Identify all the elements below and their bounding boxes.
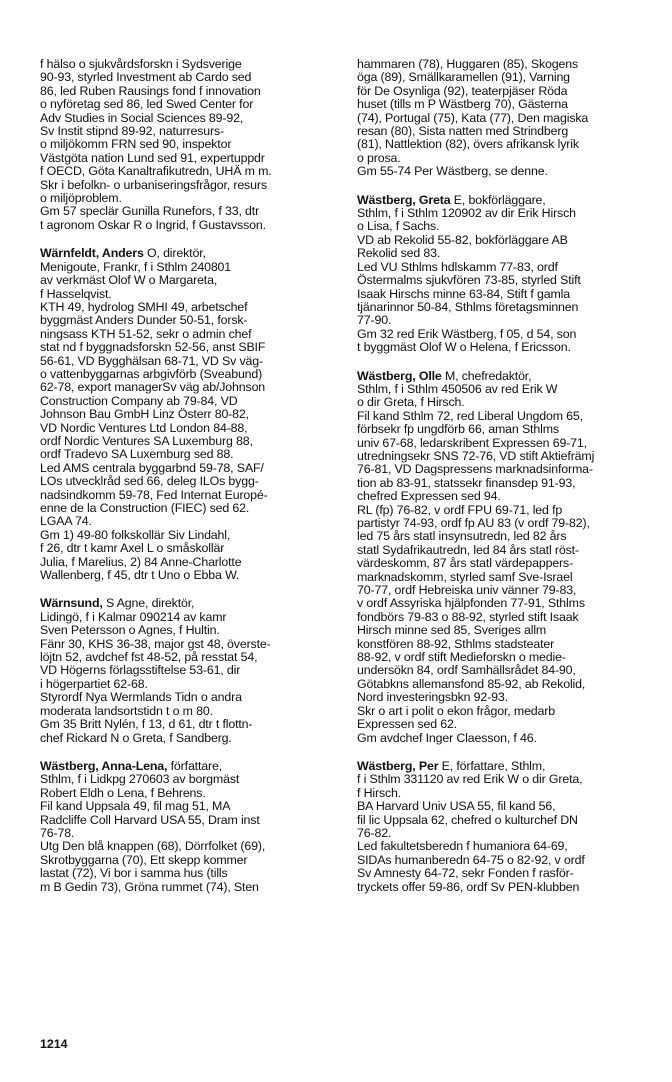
entry-line <box>357 651 647 664</box>
entry-line <box>40 597 330 610</box>
entry-text: Julia, f Marelius, 2) 84 Anne-Charlotte <box>40 554 242 569</box>
entry-line <box>357 800 647 813</box>
entry-line <box>357 611 647 624</box>
entry-line <box>40 355 330 368</box>
entry-line <box>357 125 647 138</box>
entry-text: 70-77, ordf Hebreiska univ vänner 79-83, <box>357 583 577 598</box>
entry-name: Wärnsund, <box>40 596 103 611</box>
left-column <box>40 58 330 909</box>
entry-text: RL (fp) 76-82, v ordf FPU 69-71, led fp <box>357 502 563 517</box>
entry-text: E, bokförläggare, <box>450 192 546 207</box>
entry-line <box>40 125 330 138</box>
entry-text: 90-93, styrled Investment ab Cardo sed <box>40 70 252 85</box>
entry-text: f 26, dtr t kamr Axel L o småskollär <box>40 541 225 556</box>
entry-text: Hirsch minne sed 85, Sveriges allm <box>357 623 547 638</box>
entry-line <box>357 867 647 880</box>
entry-text: Sthlm, f i Sthlm 450506 av red Erik W <box>357 381 558 396</box>
entry-line <box>357 71 647 84</box>
entry-text: fondbörs 79-83 o 88-92, styrled stift Isaak <box>357 609 579 624</box>
entry-line <box>357 678 647 691</box>
entry-line <box>357 840 647 853</box>
entry-text: ordf Tradevo SA Luxemburg sed 88. <box>40 447 234 462</box>
entry-line <box>357 314 647 327</box>
entry-line <box>40 448 330 461</box>
entry-text: Sven Petersson o Agnes, f Hultin. <box>40 623 220 638</box>
entry-text: resan (80), Sista natten med Strindberg <box>357 124 569 139</box>
entry-text: Skrotbyggarna (70), Ett skepp kommer <box>40 852 248 867</box>
entry-line <box>40 274 330 287</box>
entry-line <box>357 261 647 274</box>
entry-line <box>40 638 330 651</box>
entry-line <box>357 152 647 165</box>
entry-line <box>40 152 330 165</box>
entry-line <box>357 220 647 233</box>
entry-text: Menigoute, Frankr, f i Sthlm 240801 <box>40 259 232 274</box>
entry-text: t byggmäst Olof W o Helena, f Ericsson. <box>357 340 571 355</box>
entry-text: 88-92, v ordf stift Medieforskn o medie- <box>357 650 566 665</box>
entry-text: Adv Studies in Social Sciences 89-92, <box>40 110 244 125</box>
entry-text: Gm 55-74 Per Wästberg, se denne. <box>357 164 548 179</box>
biography-entry <box>357 370 647 745</box>
entry-text: utredningsekr SNS 72-76, VD stift Aktiefrämj <box>357 448 595 463</box>
biography-entry <box>40 58 330 232</box>
entry-line <box>40 705 330 718</box>
entry-line <box>40 800 330 813</box>
entry-line <box>40 760 330 773</box>
entry-line <box>40 691 330 704</box>
entry-line <box>357 207 647 220</box>
entry-line <box>40 192 330 205</box>
entry-text: författare, <box>167 758 223 773</box>
entry-text: Sthlm, f i Lidkpg 270603 av borgmäst <box>40 772 240 787</box>
entry-text: Rekolid sed 83. <box>357 246 441 261</box>
entry-line <box>40 678 330 691</box>
entry-name: Wästberg, Greta <box>357 192 451 207</box>
entry-line <box>357 85 647 98</box>
entry-text: tryckets offer 59-86, ordf Sv PEN-klubben <box>357 879 580 894</box>
entry-line <box>40 165 330 178</box>
entry-text: Fil kand Sthlm 72, red Liberal Ungdom 65, <box>357 408 583 423</box>
entry-line <box>40 301 330 314</box>
entry-line <box>357 504 647 517</box>
entry-text: nadsindkomm 59-78, Fed Internat Europé- <box>40 487 268 502</box>
entry-line <box>357 490 647 503</box>
entry-text: ningsass KTH 51-52, sekr o admin chef <box>40 326 252 341</box>
entry-text: Expressen sed 62. <box>357 717 458 732</box>
entry-text: 76-78. <box>40 825 75 840</box>
entry-line <box>357 773 647 786</box>
entry-name: Wästberg, Anna-Lena, <box>40 758 168 773</box>
entry-text: Gm 35 Britt Nylén, f 13, d 61, dtr t flottn- <box>40 717 253 732</box>
entry-text: m B Gedin 73), Gröna rummet (74), Sten <box>40 879 259 894</box>
entry-line <box>357 194 647 207</box>
entry-line <box>40 112 330 125</box>
entry-text: o dir Greta, f Hirsch. <box>357 395 465 410</box>
entry-line <box>357 638 647 651</box>
entry-name: Wästberg, Per <box>357 758 439 773</box>
entry-line <box>40 569 330 582</box>
entry-text: Styrordf Nya Wermlands Tidn o andra <box>40 690 242 705</box>
entry-text: O, direktör, <box>143 246 206 261</box>
entry-line <box>40 881 330 894</box>
entry-text: t agronom Oskar R o Ingrid, f Gustavsson. <box>40 217 266 232</box>
entry-name: Wärnfeldt, Anders <box>40 246 144 261</box>
entry-text: KTH 49, hydrolog SMHI 49, arbetschef <box>40 299 248 314</box>
entry-text: tion ab 83-91, statssekr finansdep 91-93, <box>357 475 576 490</box>
entry-text: SIDAs humanberedn 64-75 o 82-92, v ordf <box>357 852 585 867</box>
biography-entry <box>40 247 330 582</box>
entry-line <box>40 205 330 218</box>
entry-line <box>357 328 647 341</box>
entry-line <box>357 396 647 409</box>
entry-line <box>40 138 330 151</box>
entry-line <box>357 58 647 71</box>
entry-text: VD Högerns förlagsstiftelse 53-61, dir <box>40 663 241 678</box>
entry-text: Fil kand Uppsala 49, fil mag 51, MA <box>40 799 231 814</box>
entry-text: lastat (72), Vi bor i samma hus (tills <box>40 866 228 881</box>
entry-line <box>357 557 647 570</box>
entry-text: Wallenberg, f 45, dtr t Uno o Ebba W. <box>40 568 240 583</box>
entry-line <box>357 383 647 396</box>
entry-text: löjtn 52, avdchef fst 48-52, på resstat 54, <box>40 650 258 665</box>
entry-line <box>357 341 647 354</box>
entry-text: chefred Expressen sed 94. <box>357 489 501 504</box>
page-number: 1214 <box>40 1037 68 1051</box>
entry-text: Skr i befolkn- o urbaniseringsfrågor, resurs <box>40 177 267 192</box>
entry-text: 86, led Ruben Rausings fond f innovation <box>40 83 261 98</box>
entry-line <box>357 410 647 423</box>
entry-line <box>357 571 647 584</box>
entry-text: VD ab Rekolid 55-82, bokförläggare AB <box>357 232 568 247</box>
entry-text: (81), Nattlektion (82), övers afrikansk lyrik <box>357 137 579 152</box>
entry-text: huset (tills m P Wästberg 70), Gästerna <box>357 97 568 112</box>
entry-text: S Agne, direktör, <box>102 596 195 611</box>
entry-line <box>40 624 330 637</box>
entry-text: o Lisa, f Sachs. <box>357 219 440 234</box>
entry-text: tjänarinnor 50-84, Sthlms företagsminnen <box>357 299 579 314</box>
entry-text: 62-78, export managerSv väg ab/Johnson <box>40 380 266 395</box>
entry-text: hammaren (78), Huggaren (85), Skogens <box>357 57 579 71</box>
entry-text: Gm 32 red Erik Wästberg, f 05, d 54, son <box>357 326 577 341</box>
entry-text: Lidingö, f i Kalmar 090214 av kamr <box>40 609 227 624</box>
entry-line <box>40 219 330 232</box>
entry-text: Gm 57 speclär Gunilla Runefors, f 33, dtr <box>40 204 260 219</box>
entry-text: chef Rickard N o Greta, f Sandberg. <box>40 730 232 745</box>
entry-line <box>357 437 647 450</box>
entry-line <box>40 664 330 677</box>
entry-text: ordf Nordic Ventures SA Luxemburg 88, <box>40 433 253 448</box>
entry-line <box>40 651 330 664</box>
biography-entry <box>357 58 647 179</box>
entry-text: 76-81, VD Dagspressens marknadsinforma- <box>357 462 593 477</box>
entry-text: stat nd f byggnadsforskn 52-56, anst SBIF <box>40 340 266 355</box>
entry-line <box>357 854 647 867</box>
entry-line <box>357 98 647 111</box>
entry-line <box>40 408 330 421</box>
entry-text: värdeskomm, 87 års statl värdepappers- <box>357 556 574 571</box>
entry-line <box>40 787 330 800</box>
entry-text: LGAA 74. <box>40 514 92 529</box>
entry-line <box>357 423 647 436</box>
entry-text: 77-90. <box>357 313 392 328</box>
entry-line <box>357 760 647 773</box>
entry-line <box>357 463 647 476</box>
entry-line <box>40 854 330 867</box>
entry-line <box>40 341 330 354</box>
entry-text: Östermalms sjukvfören 73-85, styrled Stift <box>357 273 581 288</box>
entry-text: VD Nordic Ventures Ltd London 84-88, <box>40 420 248 435</box>
entry-line <box>357 705 647 718</box>
entry-line <box>357 247 647 260</box>
entry-text: Skr o art i polit o ekon frågor, medarb <box>357 703 556 718</box>
entry-line <box>357 517 647 530</box>
entry-line <box>357 827 647 840</box>
entry-text: v ordf Assyriska hjälpfonden 77-91, Sthlms <box>357 596 585 611</box>
entry-line <box>40 462 330 475</box>
entry-line <box>357 138 647 151</box>
entry-line <box>357 301 647 314</box>
entry-line <box>40 556 330 569</box>
entry-line <box>357 718 647 731</box>
entry-line <box>357 787 647 800</box>
entry-text: öga (89), Smällkaramellen (91), Varning <box>357 70 570 85</box>
entry-text: f hälso o sjukvårdsforskn i Sydsverige <box>40 57 242 71</box>
entry-text: byggmäst Anders Dunder 50-51, forsk- <box>40 313 248 328</box>
entry-text: LOs utvecklråd sed 66, deleg ILOs bygg- <box>40 474 259 489</box>
entry-text: Gm avdchef Inger Claesson, f 46. <box>357 730 537 745</box>
entry-text: Construction Company ab 79-84, VD <box>40 393 238 408</box>
entry-text: Fänr 30, KHS 36-38, major gst 48, överste- <box>40 636 271 651</box>
entry-text: M, chefredaktör, <box>441 368 532 383</box>
entry-line <box>357 450 647 463</box>
entry-line <box>40 814 330 827</box>
entry-line <box>40 515 330 528</box>
entry-text: marknadskomm, styrled samf Sve-Israel <box>357 569 573 584</box>
entry-line <box>40 718 330 731</box>
entry-line <box>357 544 647 557</box>
entry-line <box>357 597 647 610</box>
entry-line <box>357 234 647 247</box>
entry-text: Radcliffe Coll Harvard USA 55, Dram inst <box>40 812 260 827</box>
entry-line <box>40 179 330 192</box>
entry-line <box>357 370 647 383</box>
entry-text: förbsekr fp ungdförb 66, aman Sthlms <box>357 422 559 437</box>
entry-text: Johnson Bau GmbH Linz Österr 80-82, <box>40 407 249 422</box>
entry-text: 76-82. <box>357 825 392 840</box>
entry-line <box>40 422 330 435</box>
entry-line <box>40 368 330 381</box>
entry-text: Västgöta nation Lund sed 91, expertuppdr <box>40 150 265 165</box>
entry-line <box>357 732 647 745</box>
entry-line <box>357 814 647 827</box>
biography-entry <box>357 760 647 894</box>
biography-entry <box>40 760 330 894</box>
entry-text: Sthlm, f i Sthlm 120902 av dir Erik Hirsch <box>357 206 576 221</box>
entry-text: undersökn 84, ordf Samhällsrådet 84-90, <box>357 663 576 678</box>
entry-text: Led VU Sthlms hdlskamm 77-83, ordf <box>357 259 558 274</box>
entry-text: statl Sydafrikautredn, led 84 års statl röst- <box>357 542 579 557</box>
entry-line <box>40 840 330 853</box>
entry-text: o prosa. <box>357 150 401 165</box>
entry-line <box>40 827 330 840</box>
entry-line <box>357 881 647 894</box>
entry-text: o miljöproblem. <box>40 191 122 206</box>
entry-line <box>357 530 647 543</box>
entry-line <box>40 529 330 542</box>
biography-entry <box>40 597 330 744</box>
entry-text: Götabkns allemansfond 85-92, ab Rekolid, <box>357 676 586 691</box>
entry-line <box>40 475 330 488</box>
entry-text: partistyr 74-93, ordf fp AU 83 (v ordf 79-82), <box>357 516 590 530</box>
entry-text: av verkmäst Olof W o Margareta, <box>40 273 218 288</box>
entry-text: Led fakultetsberedn f humaniora 64-69, <box>357 839 568 854</box>
entry-text: konstfören 88-92, Sthlms stadsteater <box>357 636 555 651</box>
entry-line <box>40 542 330 555</box>
entry-line <box>357 274 647 287</box>
entry-text: f Hasselqvist. <box>40 286 112 301</box>
entry-line <box>357 584 647 597</box>
entry-line <box>40 98 330 111</box>
entry-line <box>40 288 330 301</box>
entry-line <box>40 261 330 274</box>
entry-text: o miljökomm FRN sed 90, inspektor <box>40 137 232 152</box>
entry-text: Utg Den blå knappen (68), Dörrfolket (69), <box>40 839 266 854</box>
entry-text: Isaak Hirschs minne 63-84, Stift f gamla <box>357 286 570 301</box>
entry-line <box>40 732 330 745</box>
entry-line <box>357 624 647 637</box>
entry-line <box>40 435 330 448</box>
entry-text: f i Sthlm 331120 av red Erik W o dir Greta, <box>357 772 583 787</box>
entry-text: fil lic Uppsala 62, chefred o kulturchef DN <box>357 812 578 827</box>
entry-line <box>357 664 647 677</box>
entry-line <box>357 477 647 490</box>
entry-line <box>40 58 330 71</box>
entry-line <box>40 867 330 880</box>
entry-text: moderata landsortstidn t o m 80. <box>40 703 213 718</box>
entry-text: Nord investeringsbkn 92-93. <box>357 690 508 705</box>
entry-text: f Hirsch. <box>357 785 402 800</box>
biography-entry <box>357 194 647 355</box>
entry-text: Gm 1) 49-80 folkskollär Siv Lindahl, <box>40 527 231 542</box>
entry-line <box>40 71 330 84</box>
entry-text: E, författare, Sthlm, <box>438 758 546 773</box>
entry-line <box>40 328 330 341</box>
entry-line <box>357 112 647 125</box>
entry-text: i högerpartiet 62-68. <box>40 676 148 691</box>
entry-text: för De Osynliga (92), teaterpjäser Röda <box>357 83 568 98</box>
entry-text: BA Harvard Univ USA 55, fil kand 56, <box>357 799 556 814</box>
right-column <box>357 58 647 909</box>
entry-line <box>40 502 330 515</box>
entry-text: enne de la Construction (FIEC) sed 62. <box>40 501 250 515</box>
entry-line <box>40 381 330 394</box>
entry-text: o nyföretag sed 86, led Swed Center for <box>40 97 254 112</box>
entry-line <box>40 314 330 327</box>
entry-line <box>40 489 330 502</box>
entry-text: f OECD, Göta Kanaltrafikutredn, UHÄ m m. <box>40 164 272 179</box>
entry-text: o vattenbyggarnas arbgivförb (Sveabund) <box>40 366 263 381</box>
entry-line <box>357 288 647 301</box>
entry-text: univ 67-68, ledarskribent Expressen 69-71, <box>357 435 587 450</box>
entry-line <box>40 773 330 786</box>
entry-text: led 75 års statl insynsutredn, led 82 års <box>357 529 567 544</box>
entry-text: 56-61, VD Bygghälsan 68-71, VD Sv väg- <box>40 353 263 368</box>
entry-text: Sv Amnesty 64-72, sekr Fonden f rasför- <box>357 866 574 881</box>
entry-line <box>357 691 647 704</box>
entry-text: Led AMS centrala byggarbnd 59-78, SAF/ <box>40 460 264 475</box>
entry-line <box>40 611 330 624</box>
entry-text: Robert Eldh o Lena, f Behrens. <box>40 785 206 800</box>
entry-line <box>40 247 330 260</box>
entry-line <box>357 165 647 178</box>
entry-line <box>40 85 330 98</box>
entry-text: (74), Portugal (75), Kata (77), Den magiska <box>357 110 589 125</box>
entry-line <box>40 395 330 408</box>
entry-text: Sv Instit stipnd 89-92, naturresurs- <box>40 124 224 139</box>
entry-name: Wästberg, Olle <box>357 368 442 383</box>
